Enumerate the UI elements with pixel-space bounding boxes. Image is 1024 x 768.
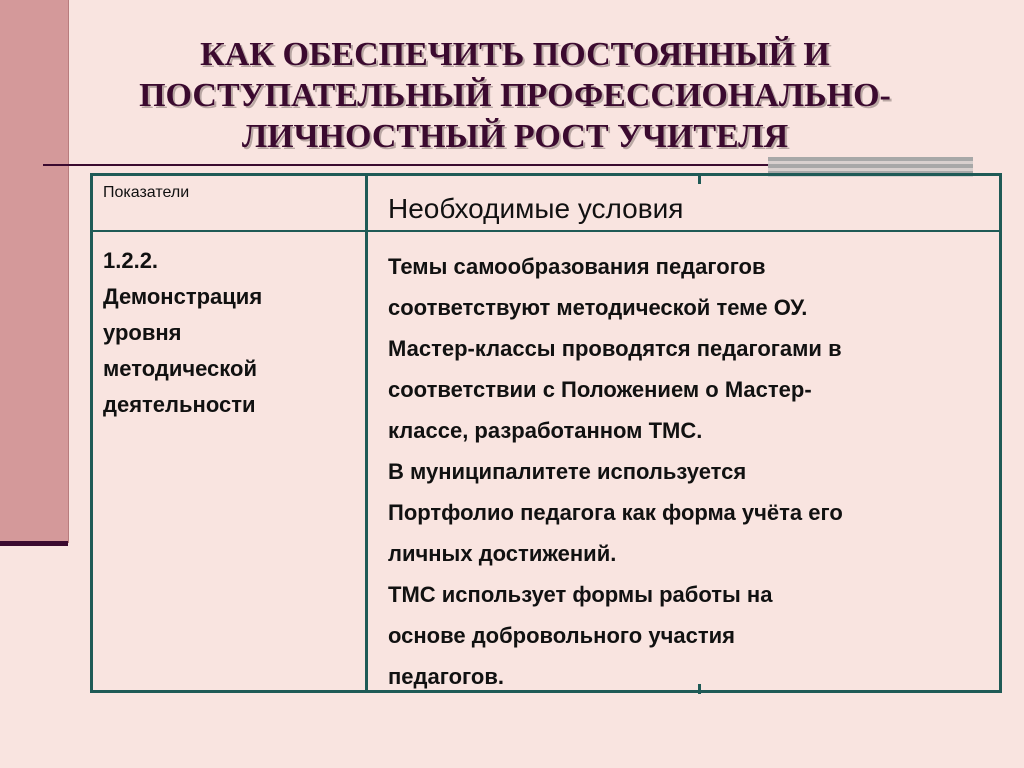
header-conditions: Необходимые условия bbox=[388, 193, 684, 224]
slide-title bbox=[90, 34, 940, 157]
condition-line: основе добровольного участия bbox=[388, 623, 735, 648]
table-row-divider bbox=[93, 230, 999, 232]
indicator-line: уровня bbox=[103, 320, 182, 345]
condition-line: Портфолио педагога как форма учёта его bbox=[388, 500, 843, 525]
conditions-cell bbox=[388, 246, 988, 697]
condition-line: Темы самообразования педагогов bbox=[388, 254, 766, 279]
condition-line: В муниципалитете используется bbox=[388, 459, 747, 484]
condition-line: классе, разработанном ТМС. bbox=[388, 418, 703, 443]
indicator-line: Демонстрация bbox=[103, 284, 263, 309]
condition-line: соответствуют методической теме ОУ. bbox=[388, 295, 808, 320]
title-line-2: ПОСТУПАТЕЛЬНЫЙ ПРОФЕССИОНАЛЬНО- bbox=[139, 77, 891, 114]
indicator-line: 1.2.2. bbox=[103, 248, 159, 273]
table-column-divider bbox=[365, 173, 368, 693]
indicator-cell bbox=[103, 243, 353, 423]
condition-line: Мастер-классы проводятся педагогами в bbox=[388, 336, 842, 361]
condition-line: педагогов. bbox=[388, 664, 504, 689]
indicator-line: деятельности bbox=[103, 392, 256, 417]
title-line-1: КАК ОБЕСПЕЧИТЬ ПОСТОЯННЫЙ И bbox=[200, 36, 830, 73]
decorative-left-bar-line bbox=[0, 541, 68, 546]
table-tick-top bbox=[698, 174, 701, 184]
header-indicators: Показатели bbox=[103, 184, 190, 201]
indicator-line: методической bbox=[103, 356, 257, 381]
title-line-3: ЛИЧНОСТНЫЙ РОСТ УЧИТЕЛЯ bbox=[241, 118, 789, 155]
condition-line: соответствии с Положением о Мастер- bbox=[388, 377, 812, 402]
condition-line: личных достижений. bbox=[388, 541, 617, 566]
condition-line: ТМС использует формы работы на bbox=[388, 582, 773, 607]
decorative-left-bar bbox=[0, 0, 69, 543]
